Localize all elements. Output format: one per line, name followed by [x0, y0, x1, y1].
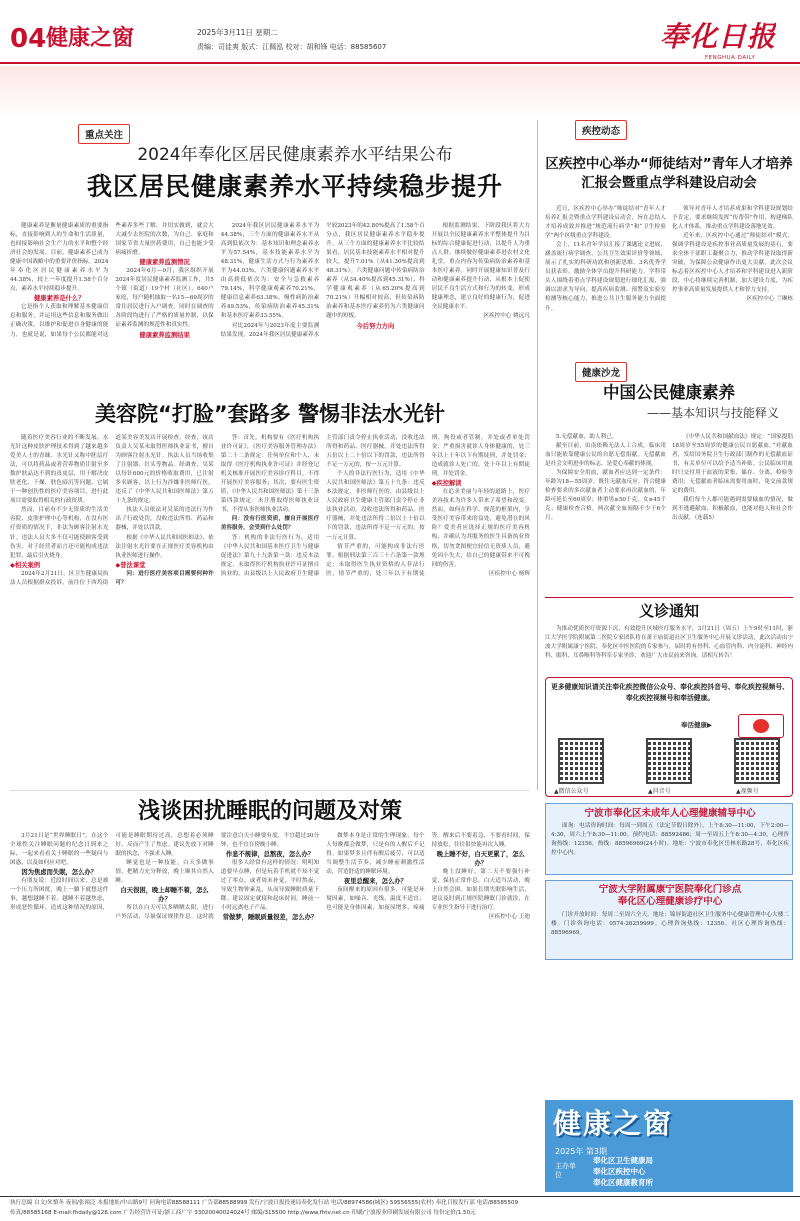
article2-para: 近日，区疾控中心举办“师徒结对”青年人才培养汇报会暨重点学科建设启动会，旨在总结人才培养成效并推进“规范流行病学”和“卫生检验学”两个区级重点学科建设。: [545, 206, 666, 240]
psych-box-1: [545, 803, 793, 875]
notice-body: 为推动优质医疗资源下沉，有效提升区域医疗服务水平，3月21日（周五）上午9时至11时，浙江大学医学院附属第二医院专家团队将在萧王庙街道社区卫生服务中心开展义诊活动，此次活动由宁波大学附属康宁医院、奉化区中医医院的专家参与，届时将有骨科、心血管内科、内分泌科、神经内科、眼科、耳鼻喉科等科室专家坐诊，欢迎广大市民前来咨询。请相互转告！: [545, 626, 793, 660]
badge-cdc: 疾控动态: [575, 120, 627, 140]
article1-subhead: 健康素养监测情况: [139, 259, 190, 267]
article5-para: 睡觉也是一种技能。白天多做事情，把精力充分释放，晚上顺其自然入睡。: [115, 860, 214, 885]
article3-qa: 个人的非法行医行为，适用《中华人民共和国医师法》第五十九条：违反本法规定，非医师行医的，由县级以上人民政府卫生健康主管部门责令停止非法执业活动，没收违法所得和药品、医疗器械，并处违法所得二倍以上十倍以下的罚款，违法所得不足一万元的，按一万元计算。: [326, 471, 425, 541]
footer-line-1: 执行总编 白文/朱慎冬 夜间/张裕泛 本报地址/中山路9号 问询电话88588111 广告部88588999 发行/宁波日报投递局奉化发行站 电话/88974586(城区) 59556555(农村) 奉化日报发行部 电话/88585509: [10, 1200, 519, 1206]
paper-logo: 奉化日报: [660, 20, 777, 53]
psych1-body: 面询：电话咨询时间：每周一到周五（法定节假日除外），上午8:30—11:00，下午2:00—4:30，周六上午8:30—11:00。预约电话：88592486；周一至周五上午8:30—4:30，心理咨询热线：12356，热线：88596969(24小时)。地址：宁波市奉化区岳林东路28号，奉化区疾控中心内。: [551, 823, 789, 857]
banner-host: 奉化区疾控中心: [593, 1167, 646, 1176]
qr-video-icon[interactable]: [734, 738, 780, 784]
article5-para: 3月21日是“世界睡眠日”。在这个全球性关注睡眠问题的纪念日到来之际，一起来看看关于睡眠的一些疑问与困惑，以及如何应对吧。: [10, 833, 109, 867]
banner-host: 奉化区健康教育所: [593, 1178, 653, 1187]
section-name: 健康之窗: [46, 26, 135, 51]
article5-subhead: 夜里总醒来，怎么办？: [343, 878, 407, 886]
article4-para: 献至目前，由南依赖无法人工合成，临床用血只能依靠健康公民的自愿无偿捐献。无偿献血是社会文明进步的标志，是爱心奉献的体现。: [545, 443, 666, 468]
article1-subhead: 健康素养是什么？: [34, 295, 85, 303]
article5-para: 做梦本身是正常的生理现象，每个人每晚都会做梦，只是有的人醒后不记得。如果梦多且伴有醒后疲劳，可以适当调整生活节奏，减少睡前刺激性活动，营造舒适的睡眠环境。: [326, 833, 425, 876]
article5-para: 很多人经常有这样的情况：明明知道要早点睡，但是玩着手机就不知不觉过了零点。或者周末补觉，平时熬夜，导致生物钟紊乱，从而导致睡眠质量下降。建议固定就寝和起床时间，睡前一小时远离电子产品。: [220, 860, 320, 912]
article5-para: 夜间醒来的原因有很多，可能是环境因素，如噪音、光线、温度不适宜；也可能是身体因素，如夜尿增多、疼痛等。醒来后不要着急，不要看时间，保持放松，往往很快能再次入睡。: [326, 833, 530, 912]
article1-subhead: 今后努力方向: [356, 322, 395, 330]
article3-para: 执法人员依法对吴某的违法行为作出了行政处罚，没收违法所得、药品和器械，并处以罚款。: [115, 507, 214, 532]
article5-body: [10, 832, 530, 1190]
article1-body: [10, 222, 530, 368]
psych1-title: 宁波市奉化区未成年人心理健康辅导中心: [584, 808, 756, 819]
article1-byline: 区疾控中心 姚远凡: [483, 313, 530, 320]
paper-english: FENGHUA DAILY: [705, 55, 756, 61]
article3-subhead-case: ◆相关案例: [10, 561, 41, 569]
column-banner: [545, 1100, 793, 1192]
article5-rule: [10, 790, 530, 791]
article3-qa: 答：首先，机构要有《医疗机构执业许可证》，《医疗美容服务管理办法》第二十二条规定：任何单位和个人，未取得《医疗机构执业许可证》并经登记机关核准开展医疗美容诊疗科目，不得开展医疗美容服务；其次，要有医生资质，《中华人民共和国医师法》第十三条第四款规定：未注册取得医师执业证书，不得从事医师执业活动。: [220, 435, 320, 514]
badge-health: 健康沙龙: [575, 362, 627, 382]
article1-title: 我区居民健康素养水平持续稳步提升: [86, 172, 503, 201]
article3-qa: 答：机构的非法行医行为，适用《中华人民共和国基本医疗卫生与健康促进法》第九十九条第一款：违反本法规定，未取得医疗机构执业许可证擅自执业的，由县级以上人民政府卫生健康主管部门责令停止执业活动，没收违法所得和药品、医疗器械，并处违法所得五倍以上二十倍以下的罚款，违法所得不足一万元的，按一万元计算。: [220, 435, 425, 577]
article5-subhead: 白天很困，晚上却睡不着，怎么办？: [120, 887, 209, 904]
article4-para: 《中华人民共和国献血法》规定：“国家提倡18周岁至55周岁的健康公民自愿献血。”对献血者，发给国务院卫生行政部门制作的无偿献血证书，有关单位可以给予适当补贴。公民临床用血时只交付用于血液的采集、储存、分离、检验等费用；无偿献血者临床需要用血时，免交前款规定的费用。: [672, 434, 793, 495]
article5-subhead: 晚上睡不好，白天更累了，怎么办？: [436, 851, 525, 868]
article5-para: 有朋友说：近段时间以来，总是被一个压力所困扰，晚上一躺下就想这件事，越想越睡不着，越睡不着越焦虑，形成恶性循环。造成这种情况的原因，可能是睡眠期待过高，总想着必须睡好，反而产生了焦虑。建议先放下对睡眠的执念，不强求入睡。: [10, 833, 214, 912]
subhead-text: 相关案例: [14, 561, 41, 569]
article3-qa: 问：进行医疗美容项目需要何种许可？: [115, 570, 214, 586]
banner-title: 健康之窗: [553, 1107, 674, 1140]
footer-rule: [0, 1196, 800, 1197]
article4-para: 我们每个人都可能遇到需要输血的情况，做到不逃避献血，积极献血，也能对他人和社会作出贡献。（连载5）: [672, 497, 793, 522]
article3-para: 随着医疗美容行业的不断发展，水光针这种皮肤护理技术得到了越来越多爱美人士的青睐。水光针又称中胚层疗法，可以将药品或者营养物质注射至多数护肤品达不到的真皮层，用于解决皮肤老化、干燥、肤色暗沉等问题。它属于一种创伤性的医疗美容项目，进行此项目需要取得相关的行政资质。: [10, 435, 109, 505]
badge-focus: 重点关注: [78, 124, 130, 144]
qr-label-douyin: ▲抖音号: [648, 788, 671, 795]
article4-para: 为保障安全用血，献血者应达到一定条件：年龄为18—55周岁，既往无献血反应、符合健康检查要求的多次献血者主动要求再次献血的，年龄可延长至60周岁；体重男≥50千克，女≥45千克；健康检查合格，两次献全血间隔不少于6个月。: [545, 470, 666, 522]
article3-para: 2024年2月21日，区卫生健康局执法人员根据群众投诉，前往位于西坞街道某美容美发店开展检查。经查，该店负责人吴某未取得医师执业证书，擅自为顾客注射水光针。执法人员当场收集了注射器、针头等物品。经调查，吴某以每针600元的价格收取费用，已注射多名顾客，以上行为涉嫌非医师行医，违反了《中华人民共和国医师法》第五十九条的规定。: [10, 435, 214, 586]
article3-qa: 问：没有行医资质，擅自开展医疗美容服务，会受到什么处罚？: [220, 516, 320, 532]
article3-para: 在追求美丽与年轻的道路上，医疗美容技术为许多人带来了希望和改变。然而，如何在科学、规范的框架内，享受医疗美容带来的益处，避免潜在的风险？爱美者应选择正规的医疗美容机构，并确认为其服务的医生具备执业资格，切勿贪图便宜轻信无资质人员，避免因小失大，给自己的健康带来不可挽回的伤害。: [431, 489, 530, 568]
subhead-text: 普法课堂: [120, 561, 146, 569]
article5-subhead: 因为焦虑而失眠，怎么办？: [21, 869, 97, 877]
masthead-rule: [0, 62, 800, 64]
article2-para: 会上，11名青年学员汇报了课题论文进展，涵盖流行病学调查、公共卫生效果评价等领域，展示了扎实的科研功底和创新思维。3名优秀学员获表彰，激励全体学员提升科研能力。学科带头人围绕着重点学科建设规划进行细化汇报，强调以需求为导向，提高疾病监测、预警及实验室检测等核心能力，推进公共卫生服务能力全面提升。: [545, 242, 666, 312]
article1-kicker: 2024年奉化区居民健康素养水平结果公布: [137, 145, 453, 165]
article1-para: 2024年6月—9月，我区组织开展2024年度居民健康素养监测工作，共5个镇（街道）19个村（社区）、640户家庭，每户随机抽取一名15—69周岁的常住居民进行入户调查。同时在调查的各阶段均进行了严格的质量控制，以保证素养监测的规范性和真实性。: [115, 268, 214, 329]
article3-title: 美容院“打脸”套路多 警惕非法水光针: [95, 402, 445, 426]
page-number: 04: [10, 24, 47, 54]
notice-rule: [545, 597, 793, 598]
article1-para: 健康素养是衡量健康素质的重要指标，直接影响到人的生命和生活质量，也间接影响社会生产力的水平和整个经济社会的发展。目前，健康素养已成为健康中国战略中的重要评价指标。2024年奉化区居民健康素养水平为44.38%，较上一年度提升1.58个百分点，素养水平持续稳步提升。: [10, 223, 109, 293]
article4-subtitle: ——基本知识与技能释义: [646, 406, 779, 420]
article3-body: [10, 434, 530, 732]
notice-title: 义诊通知: [638, 602, 699, 620]
app-logo: [738, 714, 784, 738]
column-divider: [537, 120, 538, 790]
psych2-body: 门诊开放时间：每周二至周六全天。地址：锦屏街道社区卫生服务中心健康管理中心大楼二楼。门诊咨询电话：0574-26259999。心理咨询热线：12356。社区心理咨询热线：88596969。: [551, 912, 789, 937]
article3-subhead-law: ◆普法课堂: [115, 561, 146, 569]
article5-byline: 区疾控中心 王迪: [489, 914, 530, 921]
article3-byline: 区疾控中心 杨辉: [489, 570, 530, 577]
qr-intro: 更多健康知识请关注奉化疾控微信公众号、奉化疾控抖音号、奉化疾控视频号、奉化疾控视频号和奉活健康。: [551, 683, 789, 702]
article1-para: 它是指个人获取和理解基本健康信息和服务，并运用这些信息和服务做出正确决策，以维护和促进自身健康的能力。也就是说，如果每个公民都能对这些素养多些了解，并切实做到，就会大大减少去医院的次数，为自己、家庭和国家节省大量医药费用，自己也能少受病痛折磨。: [10, 223, 214, 338]
article3-qa: 情节严重的，可能构成非法行医罪。根据刑法第三百三十六条第一款规定：未取得医生执业资格的人非法行医，情节严重的，处三年以下有期徒刑、拘役或者管制，并处或者单处罚金；严重损害就诊人身体健康的，处三年以上十年以下有期徒刑，并处罚金；造成就诊人死亡的，处十年以上有期徒刑，并处罚金。: [326, 435, 530, 577]
article1-para: 根据监测结果，下阶段我区将大力开展以全民健康素养水平整体提升为目标的综合健康促进行动，以提升人为重点人群，继续做好健康素养进农村文化礼堂，重点内容为传染病防治素养和基本医疗素养。同时开展健康知识普及行动和健康素养提升行动，从根本上促使居民不良生活方式和行为的转变，形成健康理念，建立良好的健康行为，促进全民健康水平。: [431, 223, 530, 311]
footer-line-2: 传真/88585168 E-mail:fhdaily@126.com 广告经营许可证/浙工商广字 33020040024024号 邮编/315500 http://www.fhtv.net.cn 印刷/宁波报业印刷发展有限公司 每份定价/1.50元: [10, 1210, 476, 1216]
article2-title: 区疾控中心举办“师徒结对”青年人才培养汇报会暨重点学科建设启动会: [545, 156, 793, 191]
banner-host: 奉化区卫生健康局: [593, 1156, 653, 1165]
article5-title: 浅谈困扰睡眠的问题及对策: [137, 799, 402, 824]
banner-host-label: 主办单位: [555, 1162, 576, 1179]
psych-box-2: [545, 880, 793, 960]
qr-label-wechat: ▲微信公众号: [554, 788, 589, 795]
qr-block: [545, 677, 793, 797]
editors-line: 责编：司徒爽 版式：江佩泓 校对：胡和锋 电话：88585607: [197, 43, 387, 51]
article1-subhead: 健康素养监测结果: [139, 331, 190, 339]
article4-title: 中国公民健康素养: [603, 383, 735, 402]
article2-para: 领导对青年人才培养成果和学科建设规划给予肯定，要求继续发挥“传帮带”作用，构建梯队化人才体系，推动重点学科建设落地见效。: [672, 206, 793, 231]
article1-para: 2024年我区居民健康素养水平为44.38%，三个方面的健康素养水平从高到低依次为：基本知识和理念素养水平为57.54%，基本技能素养水平为48.31%，健康生活方式与行为素养水平为44.03%。六类健康问题素养水平由高到低依次为：安全与急救素养79.14%，科学健康观素养70.21%，健康信息素养63.38%，慢性病防治素养49.53%，传染病防治素养45.31%和基本医疗素养33.55%。: [220, 223, 320, 320]
psych2-title: 宁波大学附属康宁医院奉化门诊点: [598, 884, 742, 895]
article3-para: 然而，目前有不少无资质的生活美容院、皮肤护理中心等机构，在没有医疗资质的情况下，非法为顾客注射水光针。违法人员大多不仅可能使顾客受到伤害，对于经营者而言还可能构成违法犯罪，最后引火烧身。: [10, 507, 109, 559]
psych2-title2: 奉化区心理健康诊疗中心: [617, 896, 723, 907]
article3-subhead-cdc: ◆疾控解读: [431, 480, 462, 488]
article4-para: 5.无偿献血，助人利己。: [556, 434, 618, 440]
article5-subhead: 作息不规律，总熬夜，怎么办？: [225, 851, 315, 859]
qr-wechat-icon[interactable]: [558, 738, 604, 784]
article5-subhead: 常做梦，睡眠质量很差，怎么办？: [222, 914, 318, 922]
article5-para: 晚上没睡好，第二天不要强行补觉，保持正常作息，白天适当活动，晚上自然会困。如果长期失眠影响生活，建议及时到正规医院睡眠门诊就诊，在专业医生指导下进行治疗。: [431, 869, 530, 912]
article2-body: [545, 205, 793, 350]
article4-body: [545, 433, 793, 593]
issue-date: 2025年3月11日 星期二: [197, 28, 278, 37]
article2-byline: 区疾控中心 兰琳栋: [746, 296, 793, 303]
qr-douyin-icon[interactable]: [646, 738, 692, 784]
article1-para: 对比2024年与2023年度主要监测结果发现，2024年我区居民健康素养水平较2023年的42.80%提高了1.58个百分点，我区居民健康素养水平稳步提升。从三个方面的健康素养水平比较结果看，居民基本技能素养水平相对提升较大，提升7.01%（从41.30%提高到48.31%）。六类健康问题中传染病防治素养（从34.40%提高到45.31%）、科学健康观素养（从65.20%提高到70.21%）升幅相对较高，但传染病防治素养和基本医疗素养仍为六类健康问题中的短板。: [220, 223, 425, 338]
article5-para: 所以在白天可以多晒晒太阳，进行户外活动，尽量保证规律作息。这时就要注意白天小睡要有度，不宜超过30分钟，也不宜在傍晚小睡。: [115, 833, 320, 921]
article3-para: 根据《中华人民共和国医师法》，依法注射水光针要在正规医疗美容机构由执业医师进行操作。: [115, 534, 214, 559]
banner-issue: 2025年 第3期: [555, 1147, 607, 1156]
qr-label-video: ▲视频号: [736, 788, 759, 795]
article2-para: 近年来，区疾控中心通过“师徒结对”模式，强调学科建设是疾控事业高质量发展的基石，要求全体干部职工凝聚合力，推动学科建设取得新突破，为保障公众健康作出更大贡献。此次会议标志着区疾控中心人才培养和学科建设进入新阶段，中心将继续完善机制，加大建设力度，为疾控事业高质量发展提供人才和智力支持。: [672, 233, 793, 294]
subhead-text: 疾控解读: [436, 480, 462, 488]
section-header-decor: [0, 66, 800, 118]
qr-label-app: 奉活健康▶: [681, 721, 712, 729]
